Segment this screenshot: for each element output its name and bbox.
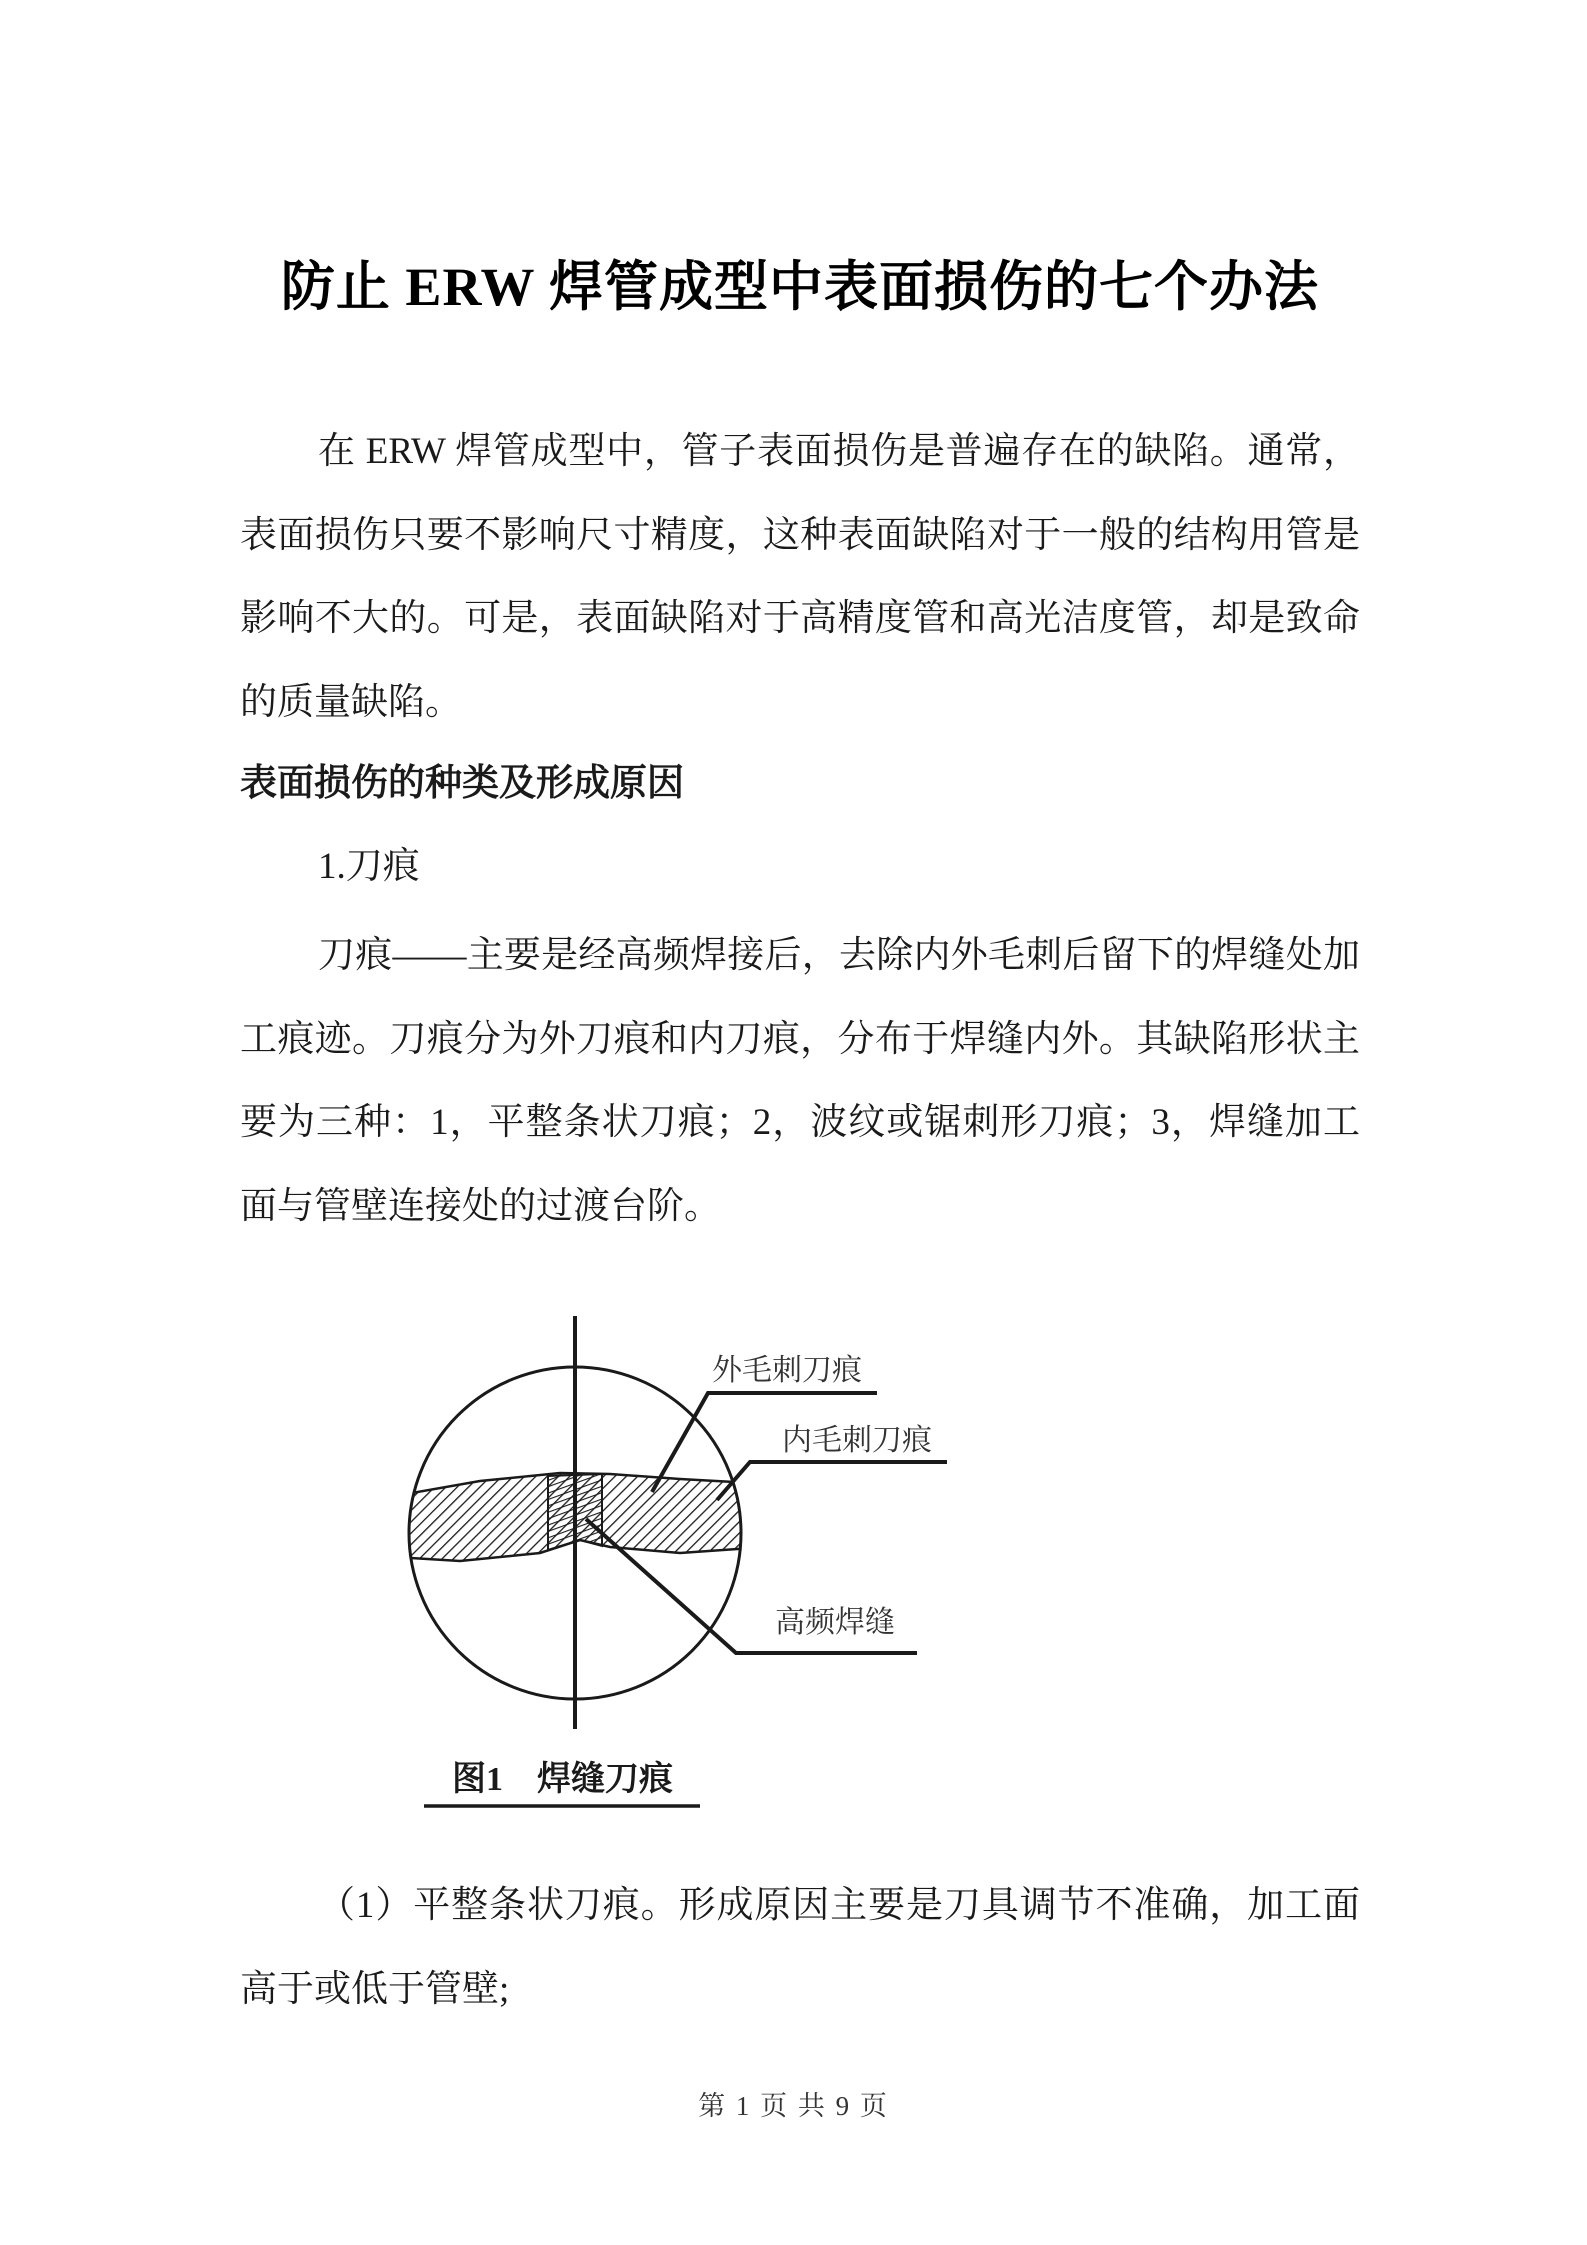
weld-seam-label: 高频焊缝 [775,1606,895,1639]
page-title: 防止 ERW 焊管成型中表面损伤的七个办法 [280,257,1320,317]
figure-weld-seam-diagram [280,1290,1040,1820]
figure-canvas [280,1290,1040,1820]
list-item-label: 1.刀痕 [318,846,420,887]
inner-burr-leader-line [717,1462,947,1500]
paragraph-line: 面与管壁连接处的过渡台阶。 [240,1185,721,1227]
paragraph-flat-marks [240,1864,1360,2031]
paragraph-intro [240,410,1360,744]
list-item-knife-marks [240,825,1360,909]
paragraph-line: 要为三种：1，平整条状刀痕；2，波纹或锯刺形刀痕；3，焊缝加工 [240,1102,1360,1143]
paragraph-line: 表面损伤只要不影响尺寸精度，这种表面缺陷对于一般的结构用管是 [240,514,1360,556]
figure-caption: 图1 焊缝刀痕 [452,1761,673,1798]
outer-burr-label: 外毛刺刀痕 [712,1354,862,1387]
page-footer: 第 1 页 共 9 页 [698,2091,889,2121]
paragraph-line: 的质量缺陷。 [240,681,462,723]
paragraph-line: 工痕迹。刀痕分为外刀痕和内刀痕，分布于焊缝内外。其缺陷形状主 [240,1018,1360,1060]
paragraph-line: 影响不大的。可是，表面缺陷对于高精度管和高光洁度管，却是致命 [240,598,1360,639]
inner-burr-label: 内毛刺刀痕 [782,1424,932,1457]
paragraph-line: 高于或低于管壁; [240,1968,510,2010]
paragraph-line: 刀痕——主要是经高频焊接后，去除内外毛刺后留下的焊缝处加 [318,935,1360,976]
section-heading-block [240,742,1360,826]
section-heading: 表面损伤的种类及形成原因 [240,763,684,804]
paragraph-line: （1）平整条状刀痕。形成原因主要是刀具调节不准确，加工面 [318,1885,1360,1926]
paragraph-knife-marks [240,914,1360,1248]
paragraph-line: 在 ERW 焊管成型中，管子表面损伤是普遍存在的缺陷。通常， [318,431,1360,472]
